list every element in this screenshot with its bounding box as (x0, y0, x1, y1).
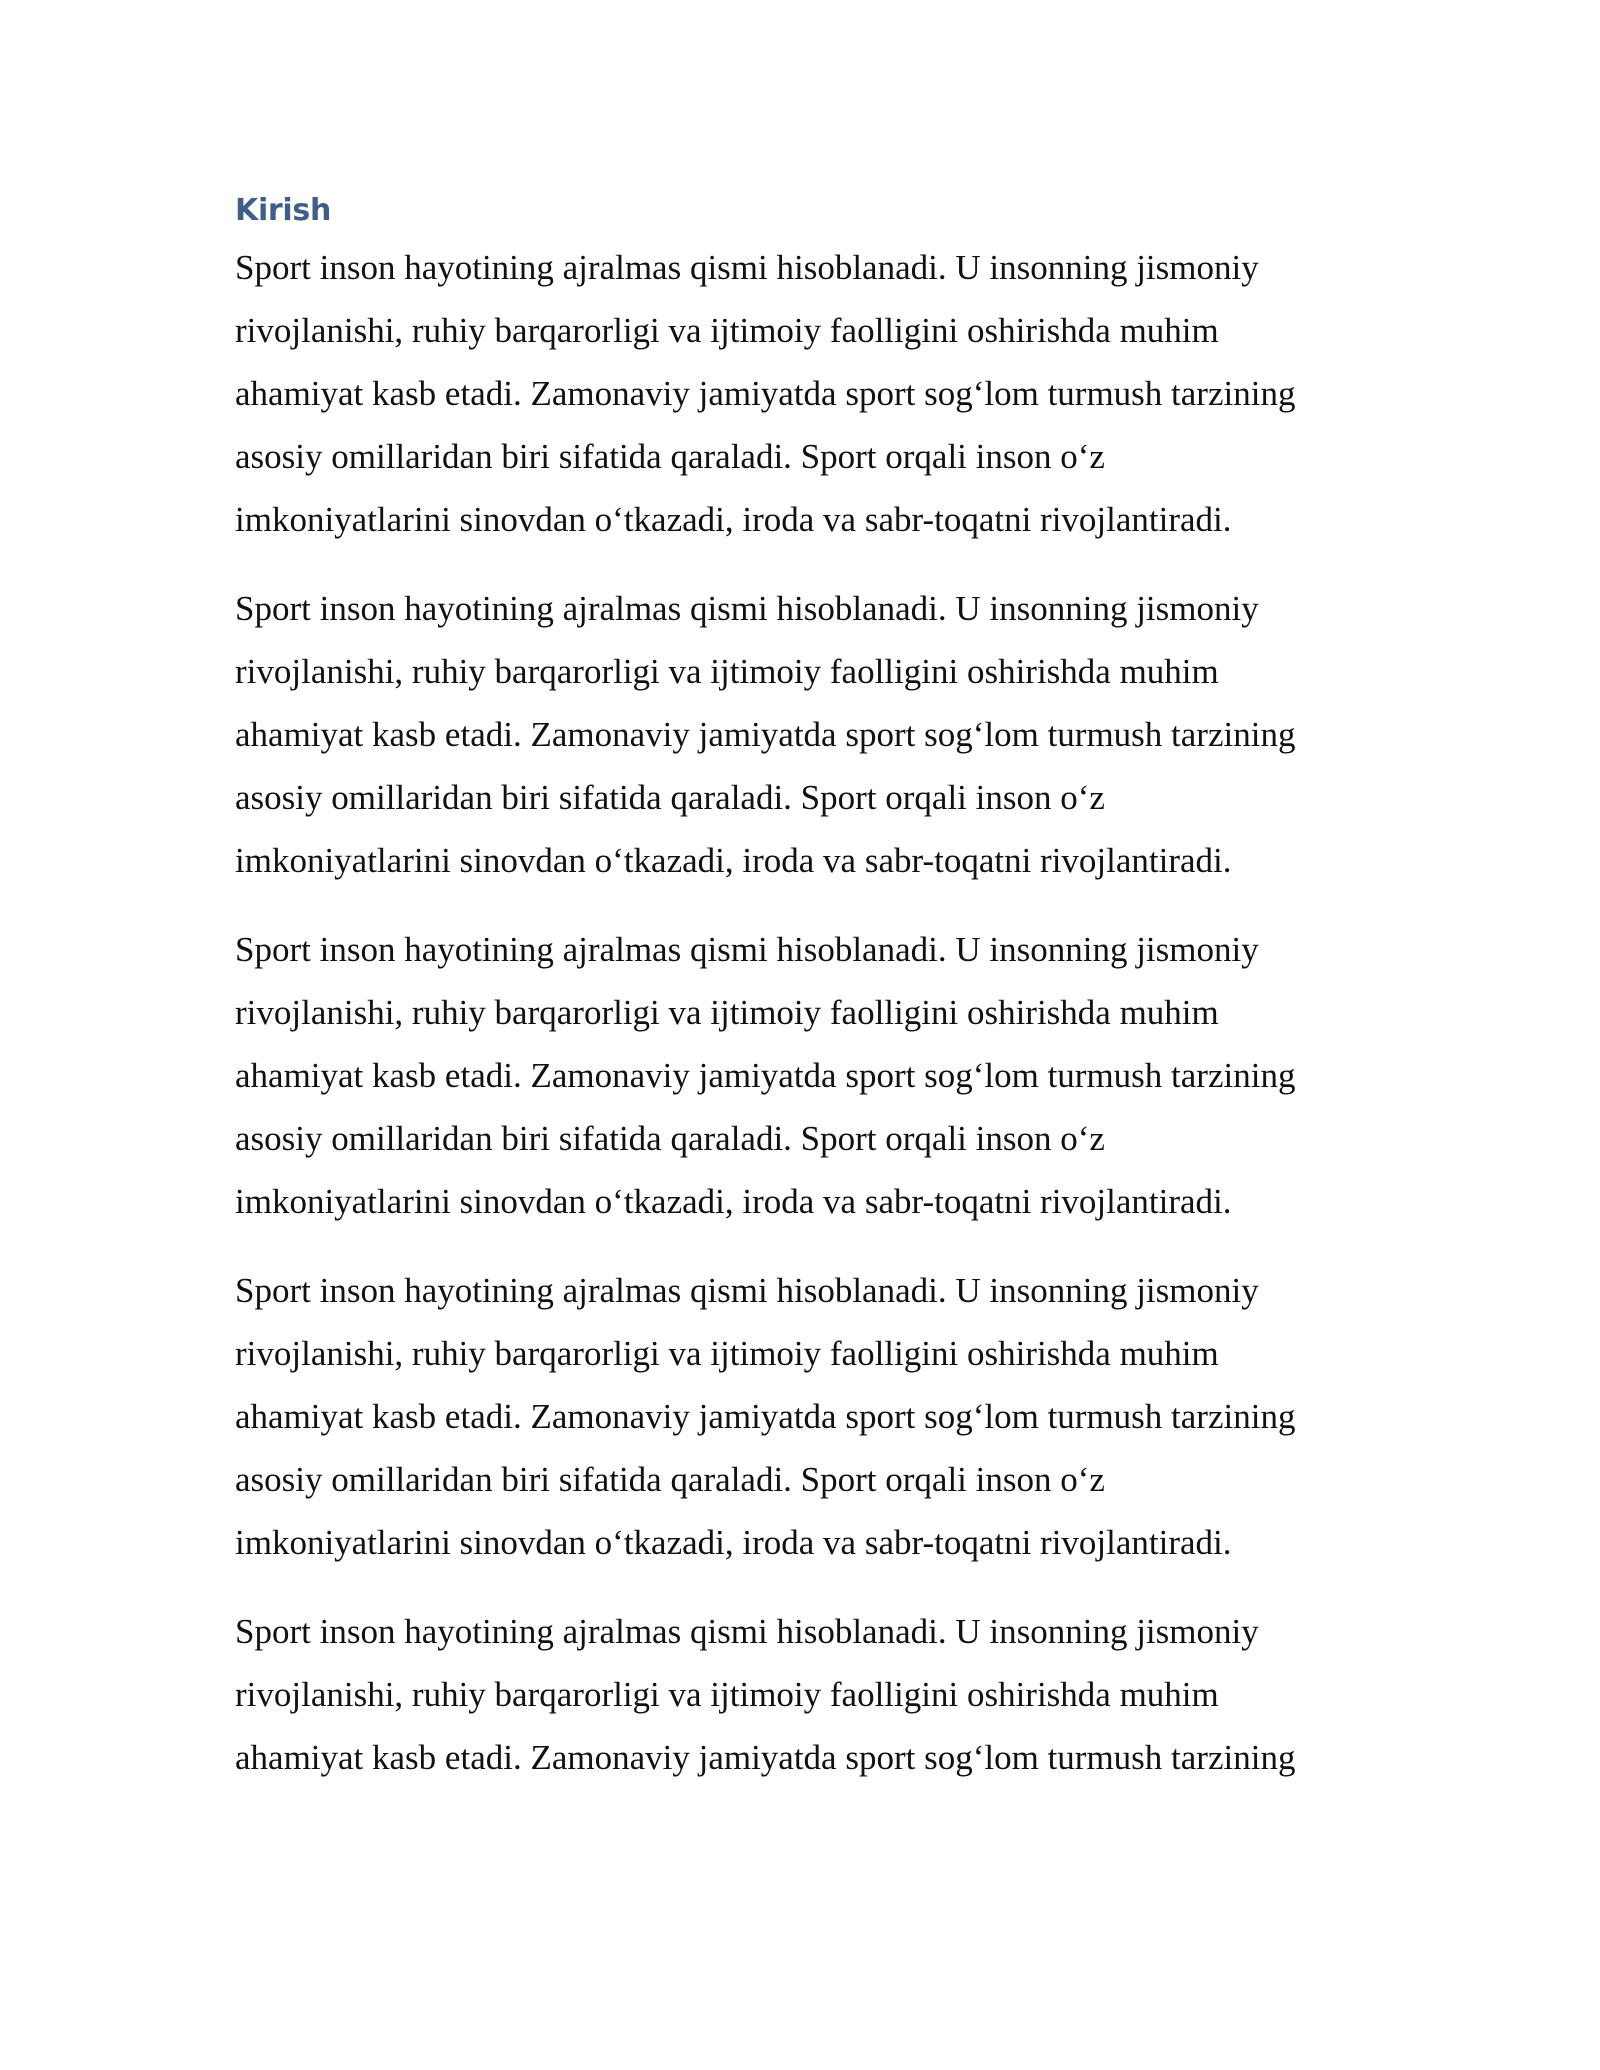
paragraph-line: ahamiyat kasb etadi. Zamonaviy jamiyatda sport sog‘lom turmush tarzining (235, 1738, 1296, 1777)
paragraph-line: imkoniyatlarini sinovdan o‘tkazadi, iroda va sabr-toqatni rivojlantiradi. (235, 1523, 1232, 1562)
paragraph-line: ahamiyat kasb etadi. Zamonaviy jamiyatda sport sog‘lom turmush tarzining (235, 1056, 1296, 1095)
section-heading: Kirish (235, 193, 332, 228)
paragraph-line: imkoniyatlarini sinovdan o‘tkazadi, iroda va sabr-toqatni rivojlantiradi. (235, 500, 1232, 539)
paragraph (235, 918, 1360, 1233)
paragraph-line: Sport inson hayotining ajralmas qismi hisoblanadi. U insonning jismoniy (235, 930, 1259, 969)
paragraph-line: Sport inson hayotining ajralmas qismi hisoblanadi. U insonning jismoniy (235, 589, 1259, 628)
paragraph (235, 1600, 1360, 1789)
document-body (235, 236, 1360, 1815)
paragraph-line: rivojlanishi, ruhiy barqarorligi va ijtimoiy faolligini oshirishda muhim (235, 1675, 1219, 1714)
paragraph-line: rivojlanishi, ruhiy barqarorligi va ijtimoiy faolligini oshirishda muhim (235, 311, 1219, 350)
paragraph (235, 236, 1360, 551)
paragraph-line: asosiy omillaridan biri sifatida qaraladi. Sport orqali inson o‘z (235, 1119, 1105, 1158)
paragraph-line: asosiy omillaridan biri sifatida qaraladi. Sport orqali inson o‘z (235, 778, 1105, 817)
paragraph-line: Sport inson hayotining ajralmas qismi hisoblanadi. U insonning jismoniy (235, 1612, 1259, 1651)
paragraph-line: asosiy omillaridan biri sifatida qaraladi. Sport orqali inson o‘z (235, 437, 1105, 476)
paragraph (235, 1259, 1360, 1574)
paragraph-line: Sport inson hayotining ajralmas qismi hisoblanadi. U insonning jismoniy (235, 248, 1259, 287)
paragraph-line: ahamiyat kasb etadi. Zamonaviy jamiyatda sport sog‘lom turmush tarzining (235, 374, 1296, 413)
paragraph-line: rivojlanishi, ruhiy barqarorligi va ijtimoiy faolligini oshirishda muhim (235, 1334, 1219, 1373)
paragraph-line: imkoniyatlarini sinovdan o‘tkazadi, iroda va sabr-toqatni rivojlantiradi. (235, 1182, 1232, 1221)
paragraph-line: ahamiyat kasb etadi. Zamonaviy jamiyatda sport sog‘lom turmush tarzining (235, 715, 1296, 754)
paragraph-line: rivojlanishi, ruhiy barqarorligi va ijtimoiy faolligini oshirishda muhim (235, 993, 1219, 1032)
paragraph-line: ahamiyat kasb etadi. Zamonaviy jamiyatda sport sog‘lom turmush tarzining (235, 1397, 1296, 1436)
paragraph-line: Sport inson hayotining ajralmas qismi hisoblanadi. U insonning jismoniy (235, 1271, 1259, 1310)
paragraph-line: asosiy omillaridan biri sifatida qaraladi. Sport orqali inson o‘z (235, 1460, 1105, 1499)
paragraph (235, 577, 1360, 892)
paragraph-line: imkoniyatlarini sinovdan o‘tkazadi, iroda va sabr-toqatni rivojlantiradi. (235, 841, 1232, 880)
paragraph-line: rivojlanishi, ruhiy barqarorligi va ijtimoiy faolligini oshirishda muhim (235, 652, 1219, 691)
